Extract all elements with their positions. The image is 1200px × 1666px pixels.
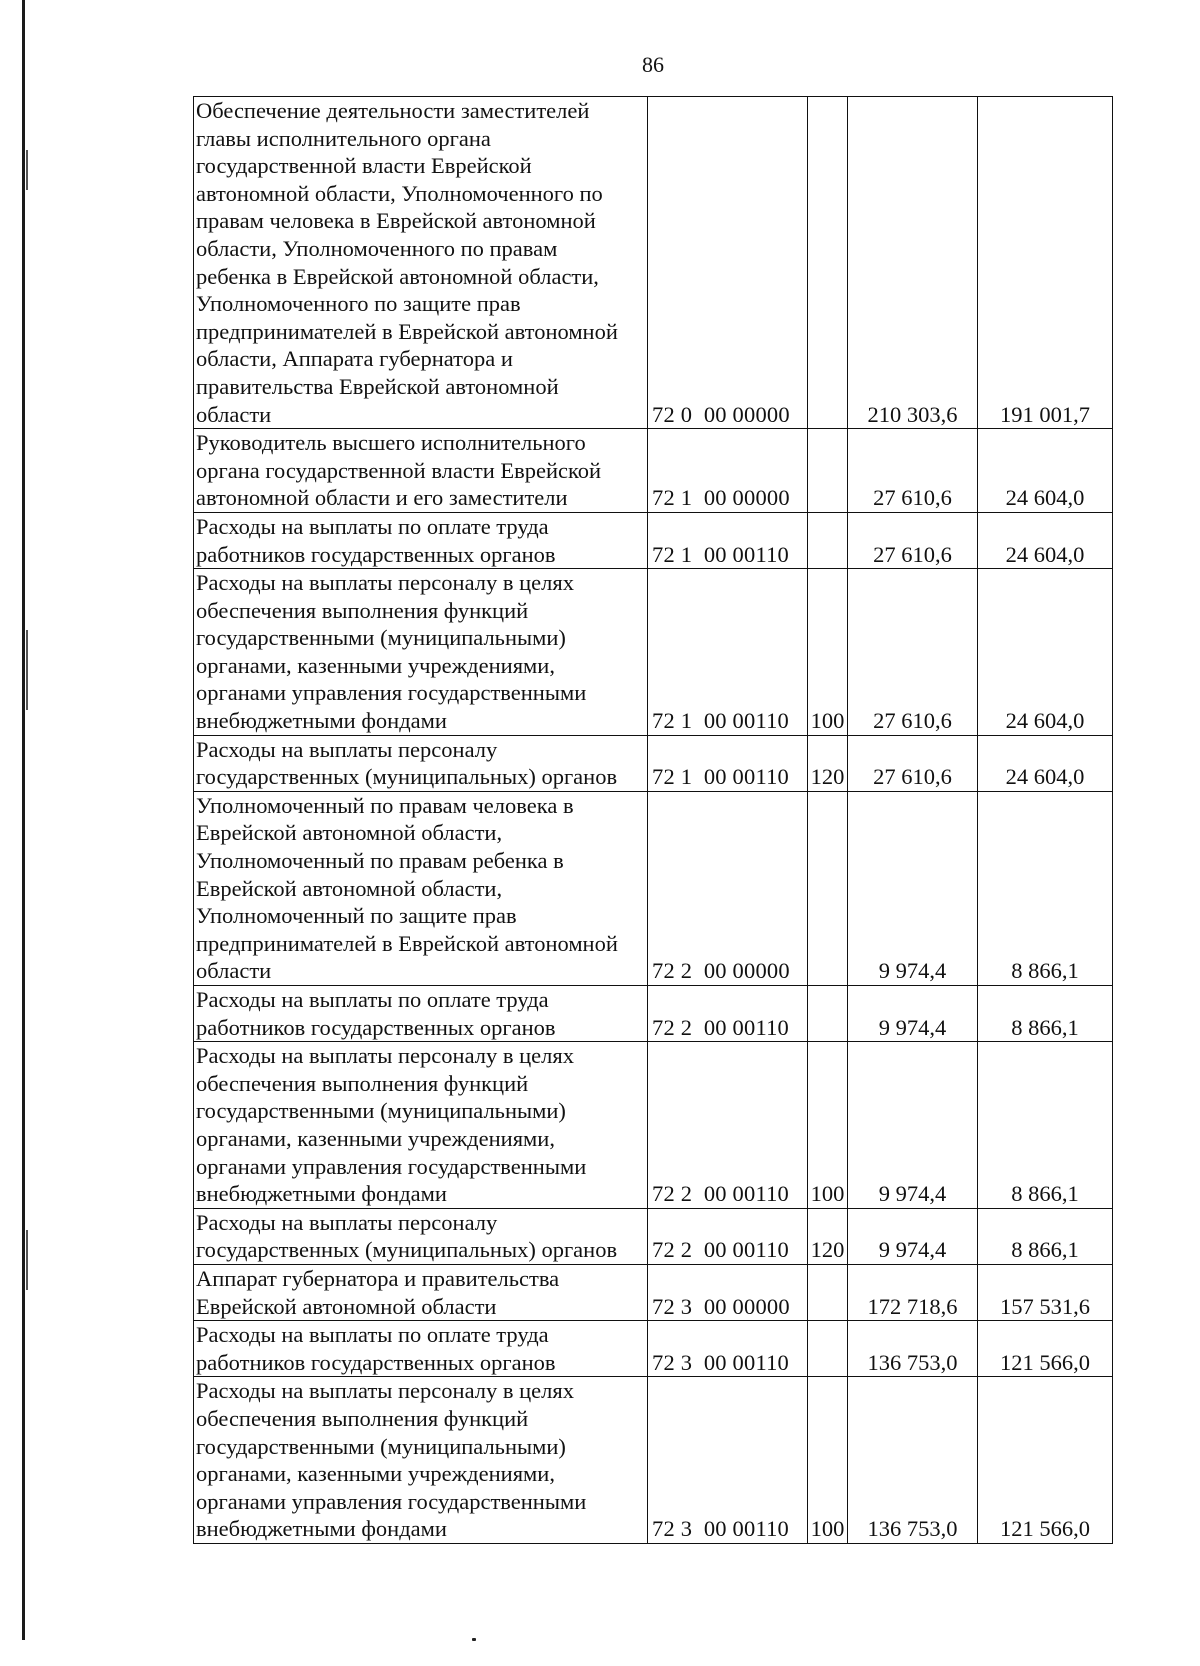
expense-name-line: обеспечения выполнения функций [196, 1405, 529, 1431]
expense-name-line: государственными (муниципальными) [196, 1098, 566, 1124]
expense-name-line: работников государственных органов [196, 541, 556, 567]
expense-name-line: органами, казенными учреждениями, [196, 652, 555, 678]
table-row [194, 569, 1113, 736]
target-article-code-cell: 72 2 00 00110 [648, 986, 808, 1042]
table-row [194, 1264, 1113, 1320]
expense-name-line: обеспечения выполнения функций [196, 597, 529, 623]
expense-type-code-cell: 100 [808, 569, 848, 736]
expense-name-line: главы исполнительного органа [196, 125, 491, 151]
expense-name-line: Расходы на выплаты персоналу в целях [196, 570, 574, 596]
target-article-code-cell: 72 2 00 00110 [648, 1042, 808, 1209]
target-article-code-cell: 72 3 00 00110 [648, 1377, 808, 1544]
amount-second-year-cell: 8 866,1 [978, 986, 1113, 1042]
expense-name-line: органами, казенными учреждениями, [196, 1461, 555, 1487]
expense-name-cell [194, 1264, 648, 1320]
amount-second-year-cell: 24 604,0 [978, 569, 1113, 736]
expense-type-code-cell [808, 791, 848, 985]
page-number: 86 [642, 52, 664, 77]
amount-second-year-cell: 191 001,7 [978, 97, 1113, 429]
target-article-code-cell: 72 0 00 00000 [648, 97, 808, 429]
expense-name-line: области, Уполномоченного по правам [196, 235, 558, 261]
expense-type-code-cell: 100 [808, 1042, 848, 1209]
expense-name-line: Руководитель высшего исполнительного [196, 430, 586, 456]
expense-name-line: Расходы на выплаты по оплате труда [196, 1322, 549, 1348]
table-row [194, 97, 1113, 429]
amount-second-year-cell: 24 604,0 [978, 429, 1113, 513]
expense-name-cell [194, 1321, 648, 1377]
amount-second-year-cell: 8 866,1 [978, 1042, 1113, 1209]
amount-first-year-cell: 27 610,6 [848, 735, 978, 791]
expense-name-line: Расходы на выплаты персоналу в целях [196, 1378, 574, 1404]
table-row [194, 429, 1113, 513]
amount-first-year-cell: 9 974,4 [848, 791, 978, 985]
expense-name-cell [194, 1042, 648, 1209]
expense-name-cell [194, 97, 648, 429]
expense-name-line: Расходы на выплаты персоналу [196, 736, 498, 762]
expense-name-line: внебюджетными фондами [196, 1181, 447, 1207]
scan-edge-mark [26, 630, 28, 710]
expense-name-line: ребенка в Еврейской автономной области, [196, 263, 599, 289]
table-body [194, 97, 1113, 1544]
target-article-code-cell: 72 2 00 00000 [648, 791, 808, 985]
amount-first-year-cell: 210 303,6 [848, 97, 978, 429]
expense-name-line: предпринимателей в Еврейской автономной [196, 318, 618, 344]
target-article-code-cell: 72 1 00 00110 [648, 512, 808, 568]
expense-name-line: Уполномоченного по защите прав [196, 291, 521, 317]
expense-name-line: государственными (муниципальными) [196, 625, 566, 651]
amount-first-year-cell: 27 610,6 [848, 569, 978, 736]
expense-name-cell [194, 1208, 648, 1264]
expense-type-code-cell [808, 512, 848, 568]
expense-name-line: Еврейской автономной области [196, 1293, 497, 1319]
expense-name-cell [194, 512, 648, 568]
expense-name-line: государственных (муниципальных) органов [196, 764, 618, 790]
expense-name-line: органами управления государственными [196, 680, 587, 706]
expense-name-line: внебюджетными фондами [196, 1516, 447, 1542]
target-article-code-cell: 72 3 00 00110 [648, 1321, 808, 1377]
expense-name-line: Уполномоченный по правам ребенка в [196, 848, 564, 874]
expense-name-line: предпринимателей в Еврейской автономной [196, 930, 618, 956]
expense-name-cell [194, 735, 648, 791]
expense-name-line: Уполномоченный по правам человека в [196, 792, 574, 818]
expense-type-code-cell [808, 1264, 848, 1320]
table-row [194, 1042, 1113, 1209]
expense-name-line: Еврейской автономной области, [196, 875, 503, 901]
expense-name-cell [194, 429, 648, 513]
expense-name-line: органами управления государственными [196, 1153, 587, 1179]
target-article-code-cell: 72 1 00 00110 [648, 569, 808, 736]
amount-second-year-cell: 8 866,1 [978, 1208, 1113, 1264]
expense-name-line: государственной власти Еврейской [196, 153, 532, 179]
expense-type-code-cell: 120 [808, 1208, 848, 1264]
amount-second-year-cell: 24 604,0 [978, 735, 1113, 791]
expense-name-line: области, Аппарата губернатора и [196, 346, 513, 372]
expense-name-line: органами, казенными учреждениями, [196, 1125, 555, 1151]
target-article-code-cell: 72 2 00 00110 [648, 1208, 808, 1264]
target-article-code-cell: 72 3 00 00000 [648, 1264, 808, 1320]
expense-name-line: работников государственных органов [196, 1349, 556, 1375]
amount-second-year-cell: 157 531,6 [978, 1264, 1113, 1320]
expense-name-line: правам человека в Еврейской автономной [196, 208, 596, 234]
scan-edge-mark [26, 1230, 28, 1290]
table-row [194, 791, 1113, 985]
amount-second-year-cell: 121 566,0 [978, 1377, 1113, 1544]
table-row [194, 1377, 1113, 1544]
expense-name-line: Еврейской автономной области, [196, 820, 503, 846]
table-row [194, 735, 1113, 791]
expense-name-line: органами управления государственными [196, 1488, 587, 1514]
expense-type-code-cell [808, 986, 848, 1042]
scan-edge-mark [26, 150, 28, 190]
expense-name-line: автономной области и его заместители [196, 485, 568, 511]
amount-first-year-cell: 9 974,4 [848, 1042, 978, 1209]
expense-name-line: Расходы на выплаты персоналу в целях [196, 1043, 574, 1069]
table-row [194, 512, 1113, 568]
expense-name-line: Аппарат губернатора и правительства [196, 1265, 560, 1291]
target-article-code-cell: 72 1 00 00110 [648, 735, 808, 791]
table-row [194, 986, 1113, 1042]
table-row [194, 1321, 1113, 1377]
expense-name-line: внебюджетными фондами [196, 708, 447, 734]
amount-first-year-cell: 136 753,0 [848, 1321, 978, 1377]
expense-name-line: государственными (муниципальными) [196, 1433, 566, 1459]
expense-name-line: автономной области, Уполномоченного по [196, 180, 603, 206]
expense-name-line: государственных (муниципальных) органов [196, 1237, 618, 1263]
expense-type-code-cell: 120 [808, 735, 848, 791]
scan-edge-line [22, 0, 25, 1640]
amount-second-year-cell: 8 866,1 [978, 791, 1113, 985]
amount-second-year-cell: 121 566,0 [978, 1321, 1113, 1377]
expense-type-code-cell: 100 [808, 1377, 848, 1544]
expense-name-line: работников государственных органов [196, 1014, 556, 1040]
expense-type-code-cell [808, 1321, 848, 1377]
expense-name-line: Расходы на выплаты персоналу [196, 1209, 498, 1235]
expense-name-line: Уполномоченный по защите прав [196, 903, 517, 929]
table-row [194, 1208, 1113, 1264]
budget-table [193, 96, 1113, 1544]
amount-first-year-cell: 9 974,4 [848, 1208, 978, 1264]
expense-type-code-cell [808, 429, 848, 513]
amount-second-year-cell: 24 604,0 [978, 512, 1113, 568]
amount-first-year-cell: 9 974,4 [848, 986, 978, 1042]
expense-type-code-cell [808, 97, 848, 429]
expense-name-line: области [196, 401, 272, 427]
expense-name-line: Расходы на выплаты по оплате труда [196, 513, 549, 539]
amount-first-year-cell: 172 718,6 [848, 1264, 978, 1320]
target-article-code-cell: 72 1 00 00000 [648, 429, 808, 513]
stray-mark [472, 1638, 476, 1641]
expense-name-line: обеспечения выполнения функций [196, 1070, 529, 1096]
expense-name-line: области [196, 958, 272, 984]
expense-name-cell [194, 1377, 648, 1544]
expense-name-line: Обеспечение деятельности заместителей [196, 98, 590, 123]
amount-first-year-cell: 136 753,0 [848, 1377, 978, 1544]
amount-first-year-cell: 27 610,6 [848, 429, 978, 513]
expense-name-cell [194, 986, 648, 1042]
expense-name-line: Расходы на выплаты по оплате труда [196, 987, 549, 1012]
expense-name-line: органа государственной власти Еврейской [196, 457, 602, 483]
expense-name-cell [194, 791, 648, 985]
amount-first-year-cell: 27 610,6 [848, 512, 978, 568]
expense-name-cell [194, 569, 648, 736]
expense-name-line: правительства Еврейской автономной [196, 373, 559, 399]
